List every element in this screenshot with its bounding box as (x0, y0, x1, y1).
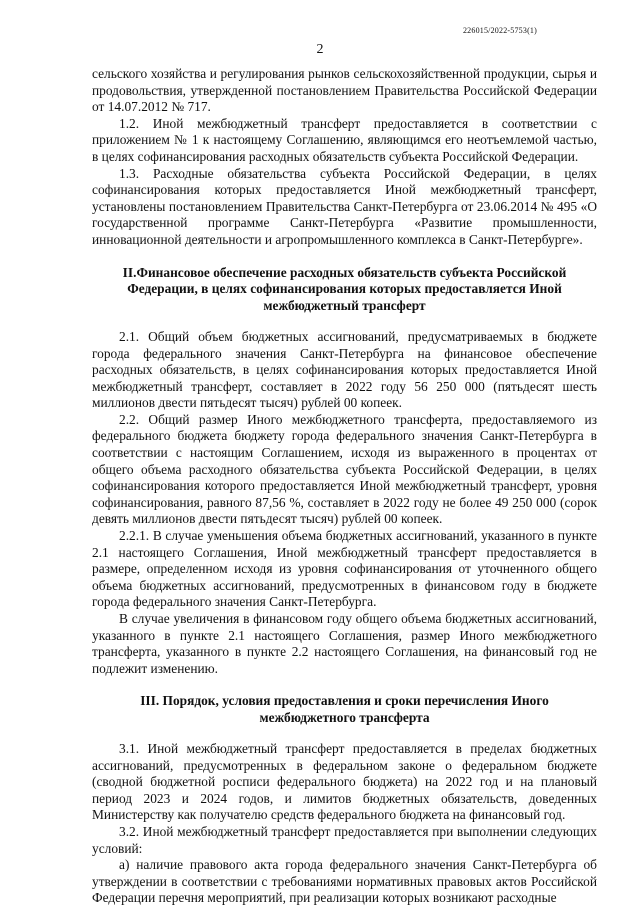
paragraph-2-2: 2.2. Общий размер Иного межбюджетного трансферта, предоставляемого из федерального бюджета бюджету города федерального значения Санкт-Петербурга в соответствии с настоящим Соглашением, исходя из выраженного в процентах от общего объема расходного обязательства субъекта Российской Федерации, в целях софинансирования которого предоставляется Иной межбюджетный трансферт, уровня софинансирования, равного 87,56 %, составляет в 2022 году не более 49 250 000 (сорок девять миллионов двести пятьдесят тысяч) рублей 00 копеек. (92, 411, 597, 527)
paragraph-3-1: 3.1. Иной межбюджетный трансферт предоставляется в пределах бюджетных ассигнований, предусмотренных в федеральном законе о федеральном бюджете (сводной бюджетной росписи федерального бюджета) на 2022 год и на плановый период 2023 и 2024 годов, и лимитов бюджетных обязательств, доведенных Министерству как получателю средств федерального бюджета на финансовый год. (92, 740, 597, 823)
document-body (92, 66, 597, 907)
paragraph-3-2-a: а) наличие правового акта города федерального значения Санкт-Петербурга об утверждении в соответствии с требованиями нормативных правовых актов Российской Федерации перечня мероприятий, при реализации которых возникают расходные (92, 857, 597, 906)
paragraph-continuation: сельского хозяйства и регулирования рынков сельскохозяйственной продукции, сырья и продовольствия, утвержденной постановлением Правительства Российской Федерации от 14.07.2012 № 717. (92, 66, 597, 115)
paragraph-3-2: 3.2. Иной межбюджетный трансферт предоставляется при выполнении следующих условий: (92, 823, 597, 856)
section-2-heading: II.Финансовое обеспечение расходных обязательств субъекта Российской Федерации, в целях софинансирования которых предоставляется Иной межбюджетный трансферт (122, 264, 567, 314)
document-registration-number: 226015/2022-5753(1) (462, 26, 537, 35)
page-number: 2 (316, 42, 324, 57)
paragraph-2-1: 2.1. Общий объем бюджетных ассигнований, предусматриваемых в бюджете города федерального значения Санкт-Петербурга на финансовое обеспечение расходных обязательств, в целях софинансирования которых предоставляется Иной межбюджетный трансферт, составляет в 2022 году 56 250 000 (пятьдесят шесть миллионов двести пятьдесят тысяч) рублей 00 копеек. (92, 328, 597, 411)
paragraph-2-2-1: 2.2.1. В случае уменьшения объема бюджетных ассигнований, указанного в пункте 2.1 настоящего Соглашения, Иной межбюджетный трансферт предоставляется в размере, определенном исходя из уровня софинансирования от уточненного общего объема бюджетных ассигнований, предусмотренных в финансовом году в бюджете города федерального значения Санкт-Петербурга. (92, 528, 597, 610)
paragraph-2-2-1-increase: В случае увеличения в финансовом году общего объема бюджетных ассигнований, указанного в пункте 2.1 настоящего Соглашения, размер Иного межбюджетного трансферта, указанного в пункте 2.2 настоящего Соглашения, на финансовый год не подлежит изменению. (92, 611, 597, 676)
paragraph-1-3: 1.3. Расходные обязательства субъекта Российской Федерации, в целях софинансирования которых предоставляется Иной межбюджетный трансферт, установлены постановлением Правительства Санкт-Петербурга от 23.06.2014 № 495 «О государственной программе Санкт-Петербурга «Развитие промышленности, инновационной деятельности и агропромышленного комплекса в Санкт-Петербурге». (92, 165, 597, 247)
section-3-heading: III. Порядок, условия предоставления и сроки перечисления Иного межбюджетного трансферта (140, 693, 549, 726)
paragraph-1-2: 1.2. Иной межбюджетный трансферт предоставляется в соответствии с приложением № 1 к настоящему Соглашению, являющимся его неотъемлемой частью, в целях софинансирования расходных обязательств субъекта Российской Федерации. (92, 115, 597, 164)
